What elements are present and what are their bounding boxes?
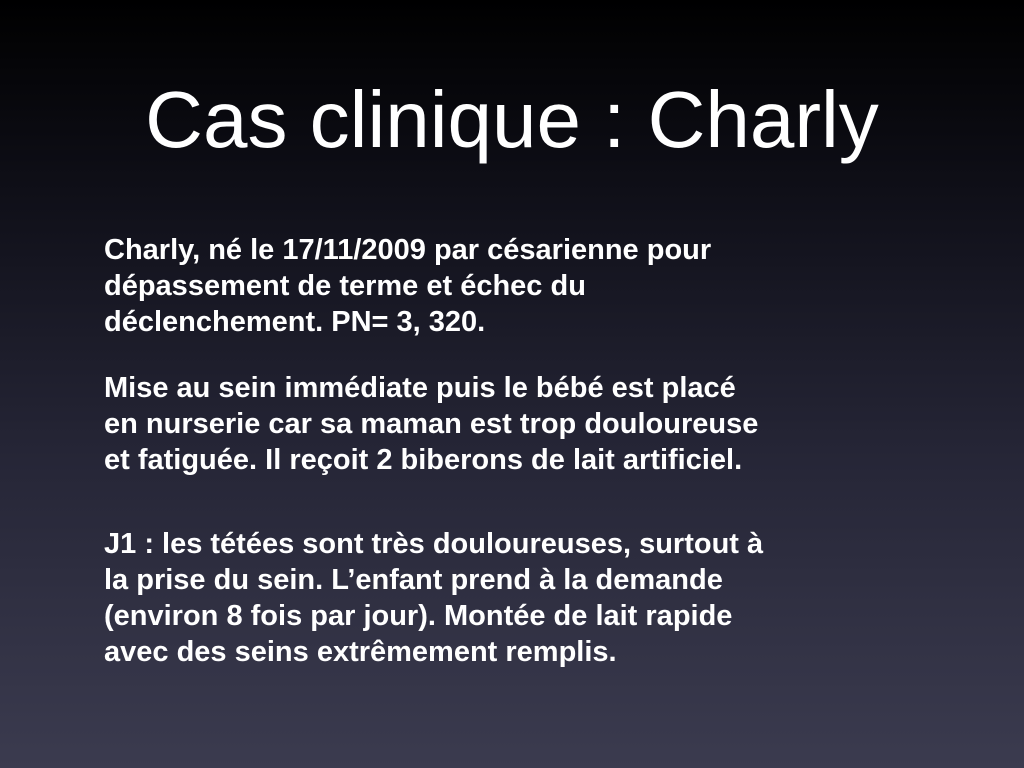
text-line: Charly, né le 17/11/2009 par césarienne pour — [104, 234, 712, 266]
slide-title: Cas clinique : Charly — [145, 75, 879, 164]
text-line: Mise au sein immédiate puis le bébé est placé — [104, 372, 736, 404]
paragraph-birth-info — [104, 232, 984, 340]
text-line: dépassement de terme et échec du — [104, 270, 586, 302]
text-line: la prise du sein. L’enfant prend à la demande — [104, 564, 723, 596]
text-line: avec des seins extrêmement remplis. — [104, 636, 617, 668]
text-line: (environ 8 fois par jour). Montée de lait rapide — [104, 600, 733, 632]
text-line: déclenchement. PN= 3, 320. — [104, 306, 486, 338]
slide-body — [104, 232, 984, 670]
text-line: J1 : les tétées sont très douloureuses, surtout à — [104, 528, 764, 560]
paragraph-nursery — [104, 370, 984, 478]
text-line: en nurserie car sa maman est trop douloureuse — [104, 408, 759, 440]
paragraph-day-one — [104, 526, 984, 670]
text-line: et fatiguée. Il reçoit 2 biberons de lait artificiel. — [104, 444, 743, 476]
